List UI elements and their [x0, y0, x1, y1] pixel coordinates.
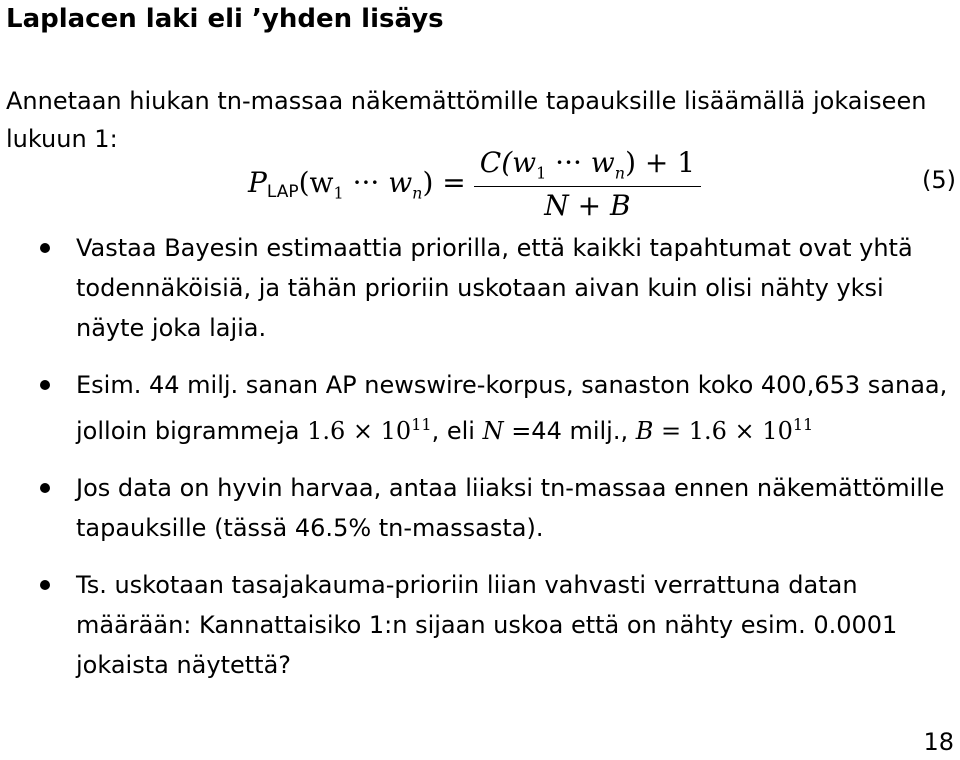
eq-wn: w [388, 165, 413, 199]
eq-wn-sub: n [412, 183, 423, 203]
bigram-exponent: 11 [411, 415, 432, 434]
eq-fraction [474, 146, 701, 223]
eq-w1-sub: 1 [333, 183, 344, 203]
bullet-item [40, 565, 958, 685]
eq-lhs-close: ) = [422, 165, 466, 199]
bullet-dot [40, 243, 50, 253]
bigram-count: 1.6 × 10 [307, 417, 412, 445]
eq-lhs [248, 166, 466, 203]
bullet-item [40, 228, 958, 348]
var-b: B [635, 417, 654, 445]
bullet-text-part: , eli [431, 417, 483, 445]
eq-lhs-p: P [248, 165, 267, 199]
bullet-dot [40, 580, 50, 590]
bullet-list [40, 228, 958, 702]
bullet-text: Ts. uskotaan tasajakauma-prioriin liian vahvasti verrattuna datan määrään: Kannattaisiko 1:n sijaan uskoa että on nähty esim. 0.0001 jokaista näytettä? [76, 571, 898, 679]
b-value: = 1.6 × 10 [653, 417, 793, 445]
eq-num-dots: ··· [546, 145, 591, 179]
eq-num-tail: ) + 1 [625, 145, 696, 179]
var-n: N [482, 417, 504, 445]
eq-num-c: C(w [479, 145, 537, 179]
eq-num-wn-sub: n [614, 163, 626, 183]
eq-denominator: N + B [544, 189, 631, 223]
b-exponent: 11 [792, 415, 814, 434]
page-number: 18 [923, 728, 954, 756]
eq-num-w1-sub: 1 [536, 163, 547, 183]
eq-num-wn: w [590, 145, 615, 179]
eq-lhs-open: (w [298, 165, 334, 199]
bullet-text-part: =44 milj., [503, 417, 636, 445]
eq-lhs-sub: LAP [266, 181, 299, 202]
equation-number: (5) [922, 166, 956, 194]
eq-dots: ··· [343, 165, 389, 199]
bullet-item [40, 365, 958, 451]
bullet-text: Jos data on hyvin harvaa, antaa liiaksi tn-massaa ennen näkemättömille tapauksille (tässä 46.5% tn-massasta). [76, 474, 945, 542]
bullet-dot [40, 380, 50, 390]
eq-numerator [474, 146, 701, 188]
bullet-dot [40, 483, 50, 493]
bullet-item [40, 468, 958, 548]
intro-paragraph: Annetaan hiukan tn-massaa näkemättömille tapauksille lisäämällä jokaiseen lukuun 1: [6, 87, 927, 153]
laplace-equation [248, 146, 701, 222]
slide-title: Laplacen laki eli ’yhden lisäys [6, 4, 444, 34]
bullet-text: Vastaa Bayesin estimaattia priorilla, että kaikki tapahtumat ovat yhtä todennäköisiä, ja tähän prioriin uskotaan aivan kuin olisi nähty yksi näyte joka lajia. [76, 234, 913, 342]
bullet-text-part: Esim. 44 milj. sanan AP newswire-korpus, sanaston koko 400,653 sanaa, jolloin bigrammeja [76, 371, 948, 445]
